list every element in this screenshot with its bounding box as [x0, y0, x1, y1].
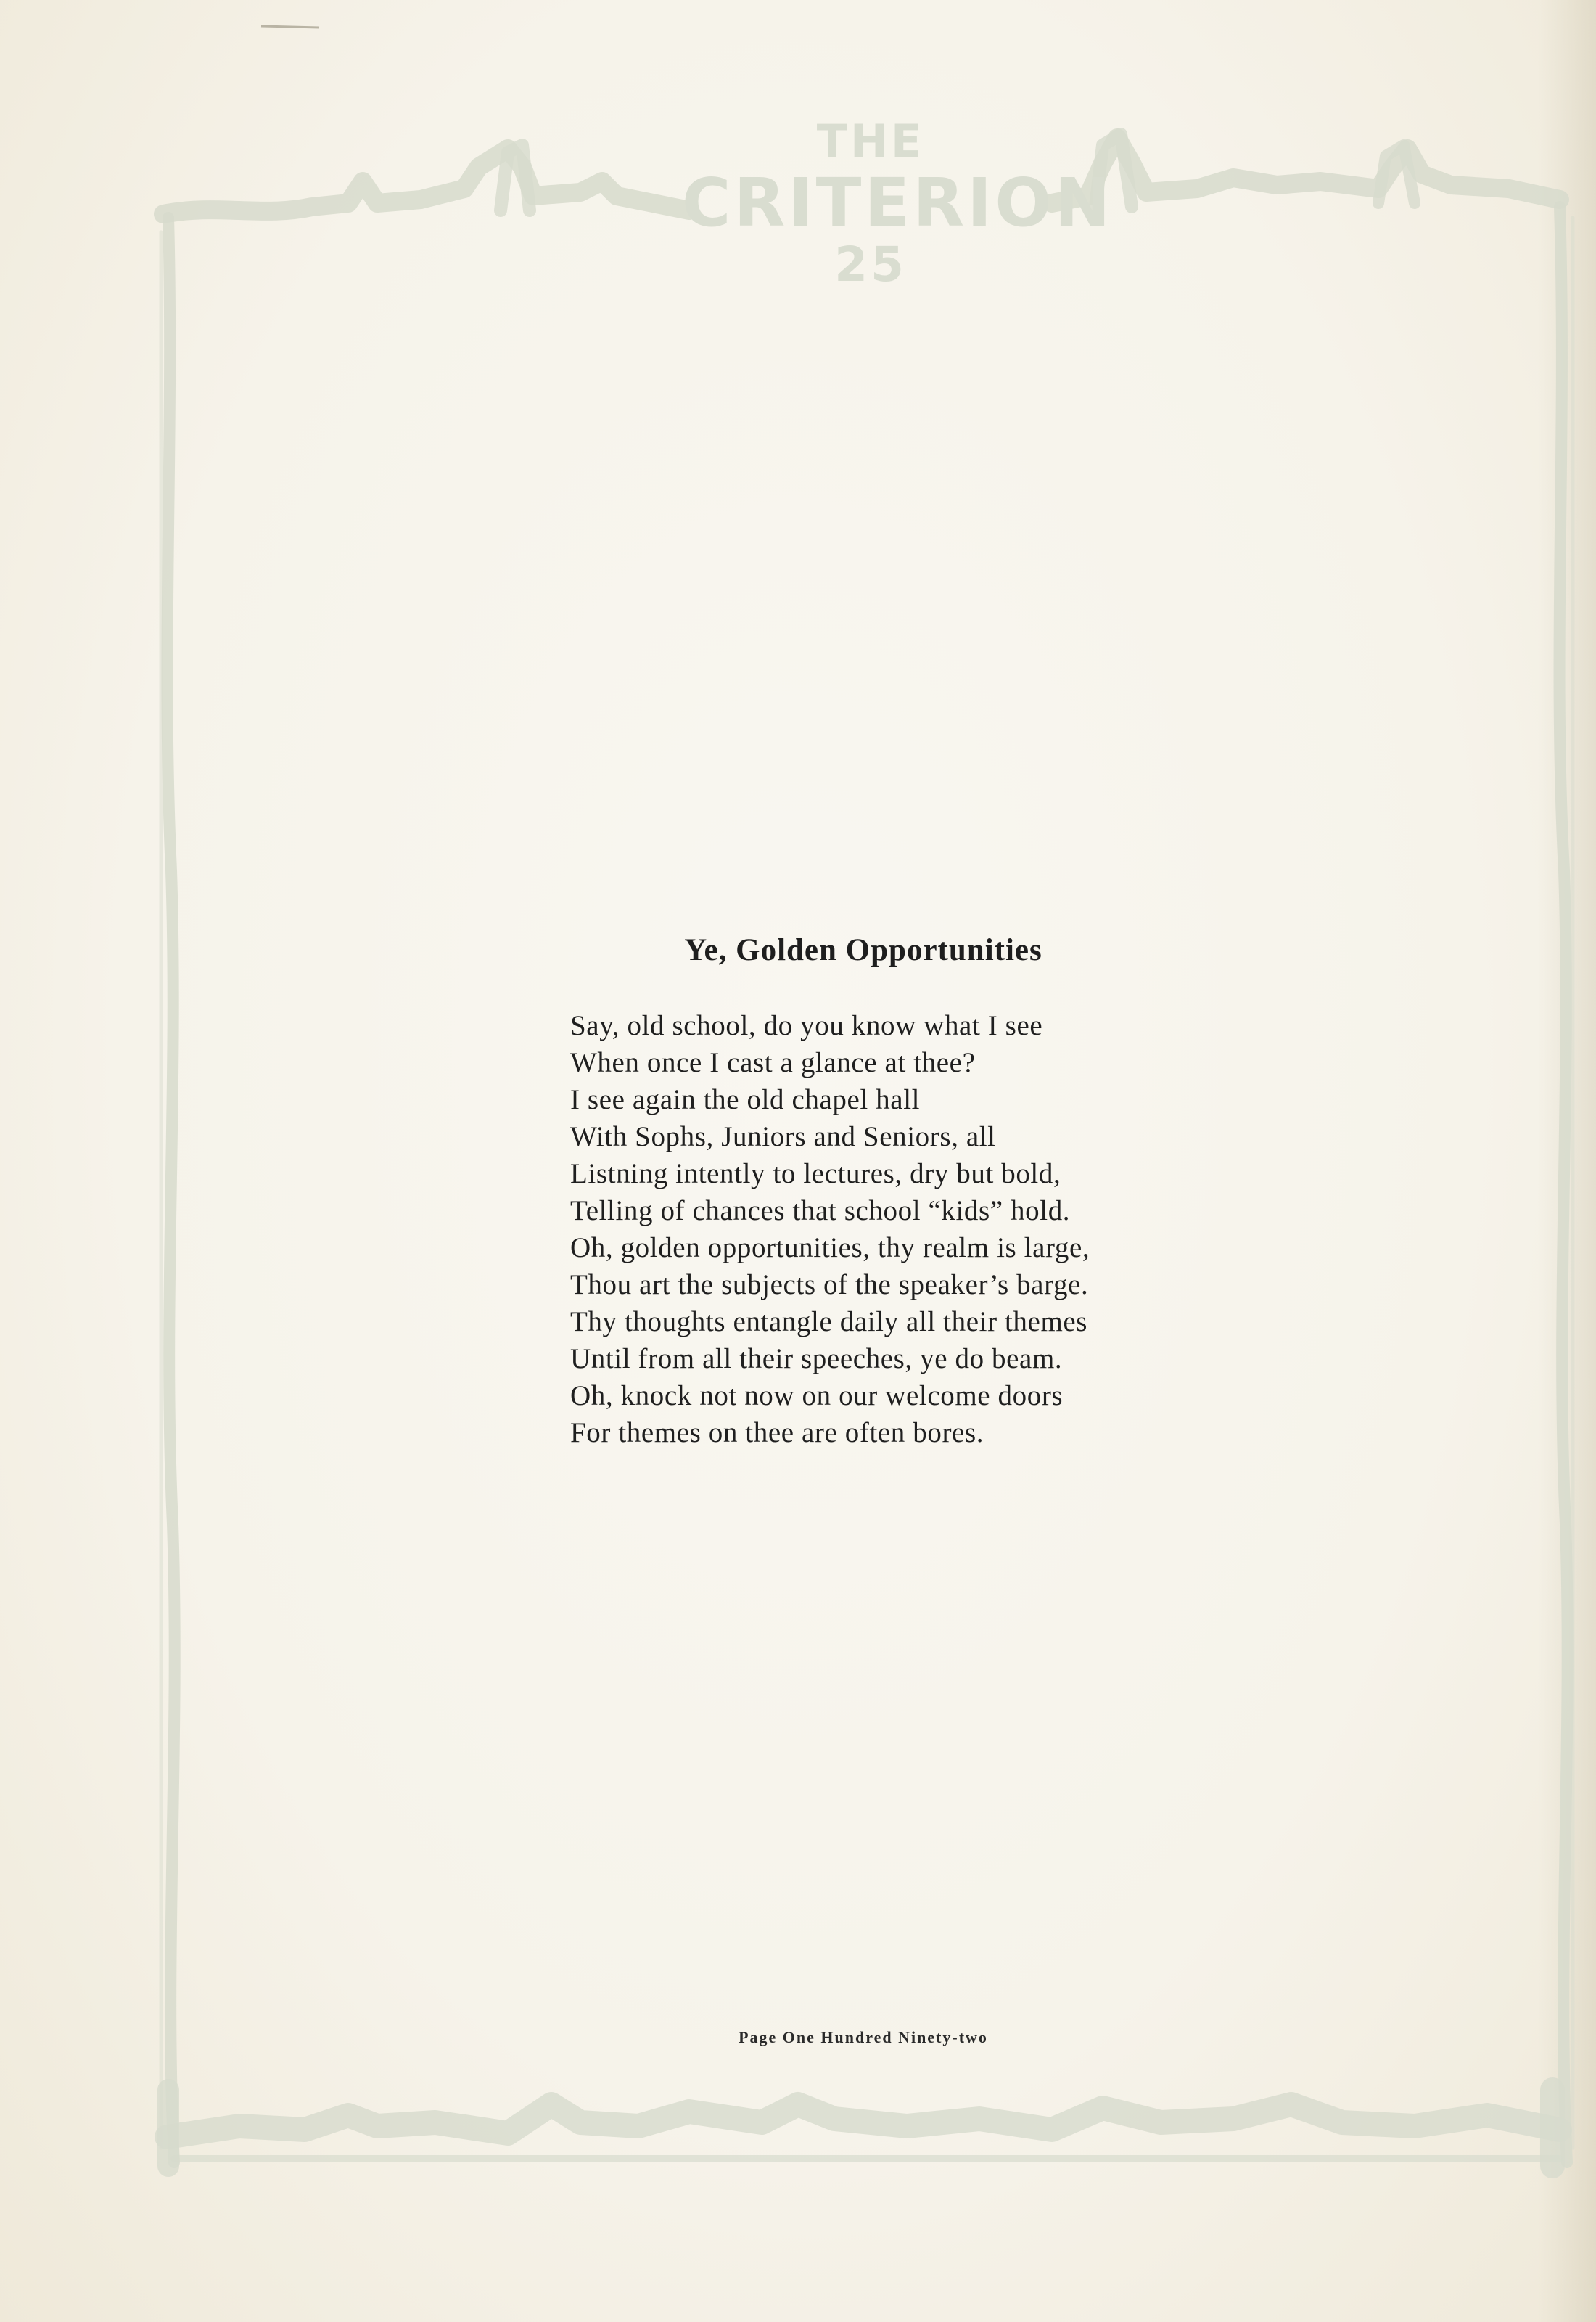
poem-body — [570, 1007, 1267, 1451]
poem-line: Telling of chances that school “kids” hold. — [570, 1195, 1071, 1226]
poem-line: Until from all their speeches, ye do beam. — [570, 1343, 1063, 1374]
poem-line: Oh, knock not now on our welcome doors — [570, 1380, 1064, 1411]
poem-line: Listning intently to lectures, dry but bold, — [570, 1158, 1061, 1189]
masthead-year: 25 — [834, 237, 907, 292]
masthead-logo — [682, 115, 1114, 292]
poem-line: Say, old school, do you know what I see — [570, 1010, 1043, 1041]
poem-line: Thou art the subjects of the speaker’s barge. — [570, 1269, 1089, 1300]
poem-title: Ye, Golden Opportunities — [684, 933, 1042, 967]
page-number: Page One Hundred Ninety-two — [739, 2028, 988, 2046]
poem-line: Oh, golden opportunities, thy realm is large, — [570, 1232, 1090, 1263]
poem-line: I see again the old chapel hall — [570, 1084, 921, 1115]
poem-line: When once I cast a glance at thee? — [570, 1047, 976, 1078]
poem-line: For themes on thee are often bores. — [570, 1417, 984, 1448]
poem-line: With Sophs, Juniors and Seniors, all — [570, 1121, 996, 1152]
poem-line: Thy thoughts entangle daily all their themes — [570, 1306, 1088, 1337]
masthead-name: CRITERION — [682, 164, 1114, 242]
masthead-the: THE — [816, 115, 925, 168]
